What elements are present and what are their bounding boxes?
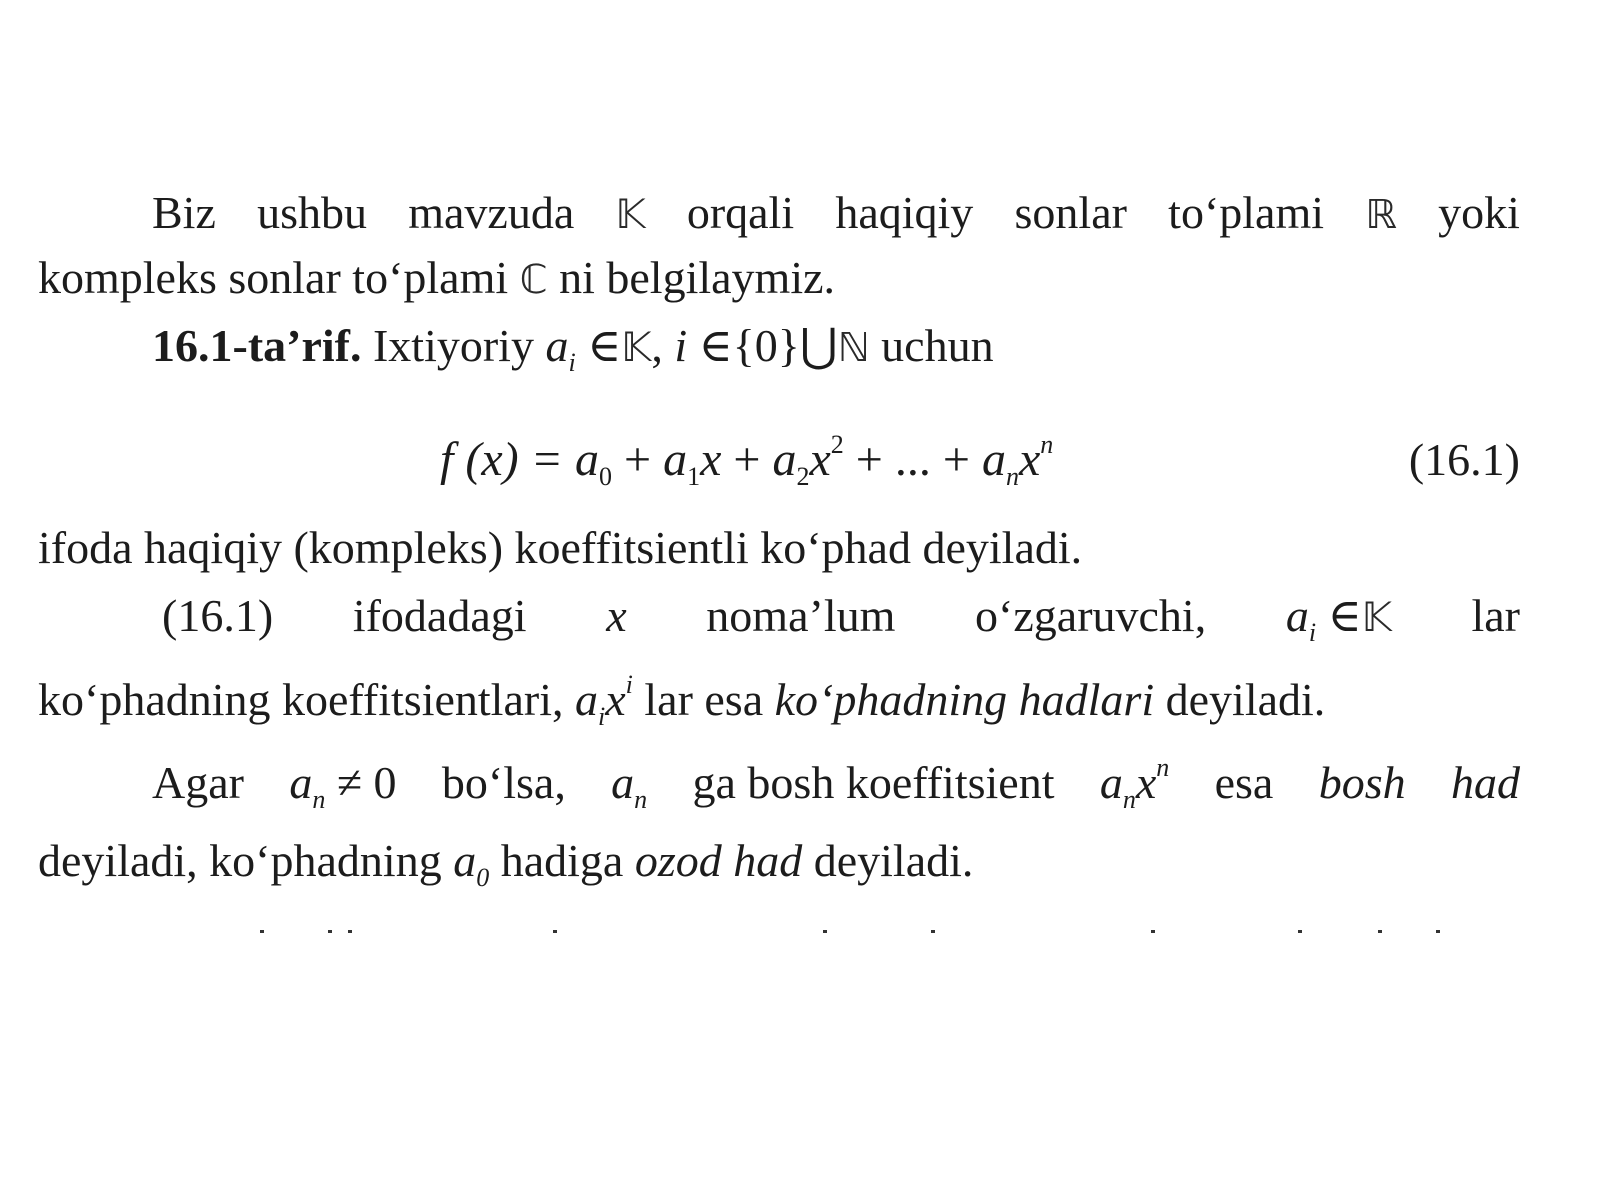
real-numbers-symbol: ℝ [1365, 192, 1397, 238]
fragment [1378, 930, 1382, 933]
text: kompleks sonlar to‘plami [38, 252, 509, 303]
italic-term: ozod had [634, 835, 803, 886]
fragment [823, 930, 827, 933]
definition-text: Ixtiyoriy [372, 320, 534, 371]
math-coefficient: $a_i$ ∈𝕂 [1285, 590, 1392, 647]
fragment [328, 930, 332, 933]
paragraph-1-line-1 [152, 185, 1520, 243]
italic-term: ko‘phadning hadlari [774, 674, 1155, 725]
word: bo‘lsa, [441, 757, 566, 808]
word: lar [1471, 590, 1520, 641]
fragment [931, 930, 935, 933]
math-term: $a_ix^i$ [574, 670, 633, 731]
word: noma’lum [706, 590, 896, 641]
paragraph-1-line-2 [38, 250, 1520, 308]
cut-off-text-fragments [38, 930, 1520, 936]
fragment [1436, 930, 1440, 933]
word: to‘plami [1168, 187, 1325, 238]
equation-number: (16.1) [1408, 434, 1520, 485]
word: Biz [152, 187, 216, 238]
math-term: $a_nx^n$ [1099, 753, 1170, 814]
italic-word: bosh [1318, 757, 1406, 808]
definition-end: uchun [881, 320, 994, 371]
definition-label: 16.1-ta’rif. [152, 320, 362, 371]
field-k-symbol: 𝕂 [615, 192, 646, 238]
text: deyiladi. [813, 835, 974, 886]
paragraph-3-line-2 [38, 670, 1520, 731]
variable-x: x [606, 590, 627, 641]
text: lar esa [644, 674, 764, 725]
complex-numbers-symbol: ℂ [519, 257, 548, 303]
text: ga bosh koeffitsient [692, 757, 1055, 808]
paragraph-3-line-1 [162, 588, 1520, 646]
paragraph-4-line-1 [152, 753, 1520, 814]
fragment [348, 930, 352, 933]
word: esa [1214, 757, 1274, 808]
polynomial-formula: f $(x) = a_0 + a_1x + a_2x^2$ + ... + $a_nx^n$ [440, 430, 1054, 491]
fragment [1151, 930, 1155, 933]
fragment [1298, 930, 1302, 933]
word: yoki [1438, 187, 1520, 238]
fragment [553, 930, 557, 933]
text: hadiga [500, 835, 624, 886]
equation-reference: (16.1) [162, 590, 274, 641]
word: Agar [152, 757, 244, 808]
word: mavzuda [408, 187, 575, 238]
math-coefficient: $a_n$ [611, 757, 648, 814]
text: ko‘phadning koeffitsientlari, [38, 674, 564, 725]
word: orqali [686, 187, 795, 238]
paragraph-2: ifoda haqiqiy (kompleks) koeffitsientli ko‘phad deyiladi. [38, 522, 1083, 573]
word: o‘zgaruvchi, [975, 590, 1207, 641]
word: ushbu [257, 187, 368, 238]
math-term: $a_0$ [453, 835, 490, 892]
text: deyiladi, ko‘phadning [38, 835, 442, 886]
math-condition: $a_n \ne 0$ [289, 757, 397, 814]
word: haqiqiy [835, 187, 974, 238]
text: ni belgilaymiz. [559, 252, 836, 303]
paragraph-4-line-2 [38, 833, 1520, 892]
fragment [260, 930, 264, 933]
definition-line [152, 318, 1520, 376]
word: ifodadagi [352, 590, 527, 641]
math-condition: $a_i$ ∈𝕂, i ∈{0}⋃ℕ [545, 320, 870, 377]
word: sonlar [1014, 187, 1127, 238]
text: deyiladi. [1165, 674, 1326, 725]
italic-word: had [1450, 757, 1520, 808]
